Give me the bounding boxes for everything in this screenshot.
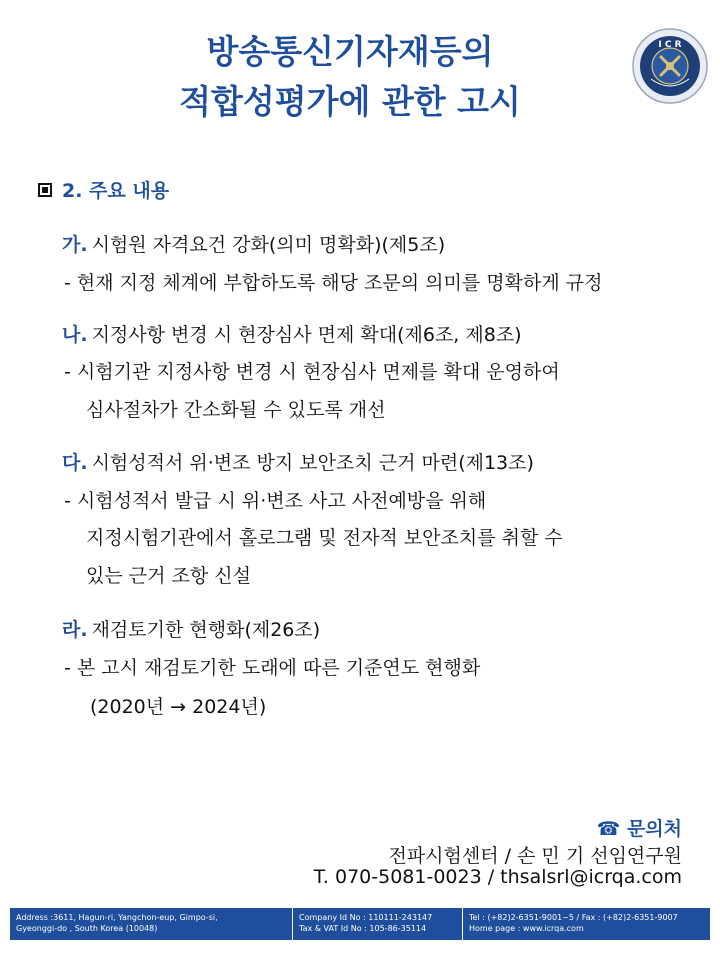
contact-heading	[597, 814, 682, 841]
item-heading-ra	[62, 615, 320, 642]
item-letter: 다.	[62, 452, 88, 474]
footer-tax-id: Tax & VAT Id No : 105-86-35114	[299, 924, 427, 933]
logo-text: I C R	[658, 40, 682, 50]
footer-contact	[462, 908, 710, 940]
item-line: (2020년 → 2024년)	[90, 696, 267, 718]
section-label: 2. 주요 내용	[62, 180, 170, 202]
footer-address-line: Gyeonggi-do , South Korea (10048)	[16, 924, 158, 933]
item-line: - 시험성적서 발급 시 위·변조 사고 사전예방을 위해	[64, 490, 487, 512]
item-heading-na	[62, 320, 522, 347]
item-heading-text: 재검토기한 현행화(제26조)	[91, 619, 321, 641]
footer-bar	[10, 908, 710, 940]
item-heading-da	[62, 448, 534, 475]
footer-address-line: Address :3611, Hagun-ri, Yangchon-eup, Gimpo-si,	[16, 913, 218, 922]
item-heading-text: 시험성적서 위·변조 방지 보안조치 근거 마련(제13조)	[91, 452, 534, 474]
item-line: - 본 고시 재검토기한 도래에 따른 기준연도 현행화	[64, 657, 481, 679]
item-line: 심사절차가 간소화될 수 있도록 개선	[86, 399, 386, 421]
item-line: - 시험기관 지정사항 변경 시 현장심사 면제를 확대 운영하여	[64, 361, 560, 383]
item-letter: 나.	[62, 324, 88, 346]
item-letter: 가.	[62, 234, 88, 256]
square-bullet-icon	[38, 183, 52, 197]
phone-icon: ☎	[596, 818, 621, 840]
item-heading-ga	[62, 230, 445, 257]
item-line: 지정시험기관에서 홀로그램 및 전자적 보안조치를 취할 수	[86, 527, 563, 549]
contact-name: 전파시험센터 / 손 민 기 선임연구원	[388, 845, 682, 867]
page-title-line-1: 방송통신기자재등의	[206, 32, 494, 71]
item-heading-text: 지정사항 변경 시 현장심사 면제 확대(제6조, 제8조)	[91, 324, 522, 346]
section-heading	[38, 176, 169, 203]
footer-address	[10, 908, 292, 940]
item-line: 있는 근거 조항 신설	[86, 565, 251, 587]
item-heading-text: 시험원 자격요건 강화(의미 명확화)(제5조)	[91, 234, 446, 256]
footer-company	[292, 908, 462, 940]
item-letter: 라.	[62, 619, 88, 641]
footer-tel-fax: Tel : (+82)2-6351-9001~5 / Fax : (+82)2-6351-9007	[469, 913, 678, 922]
footer-homepage: Home page : www.icrqa.com	[469, 924, 584, 933]
item-line: - 현재 지정 체계에 부합하도록 해당 조문의 의미를 명확하게 규정	[64, 272, 603, 294]
icr-logo	[631, 27, 709, 105]
page-title-line-2: 적합성평가에 관한 고시	[179, 82, 521, 121]
contact-title: 문의처	[626, 818, 682, 840]
contact-phone-email: T. 070-5081-0023 / thsalsrl@icrqa.com	[313, 866, 682, 888]
footer-company-id: Company Id No : 110111-243147	[299, 913, 433, 922]
